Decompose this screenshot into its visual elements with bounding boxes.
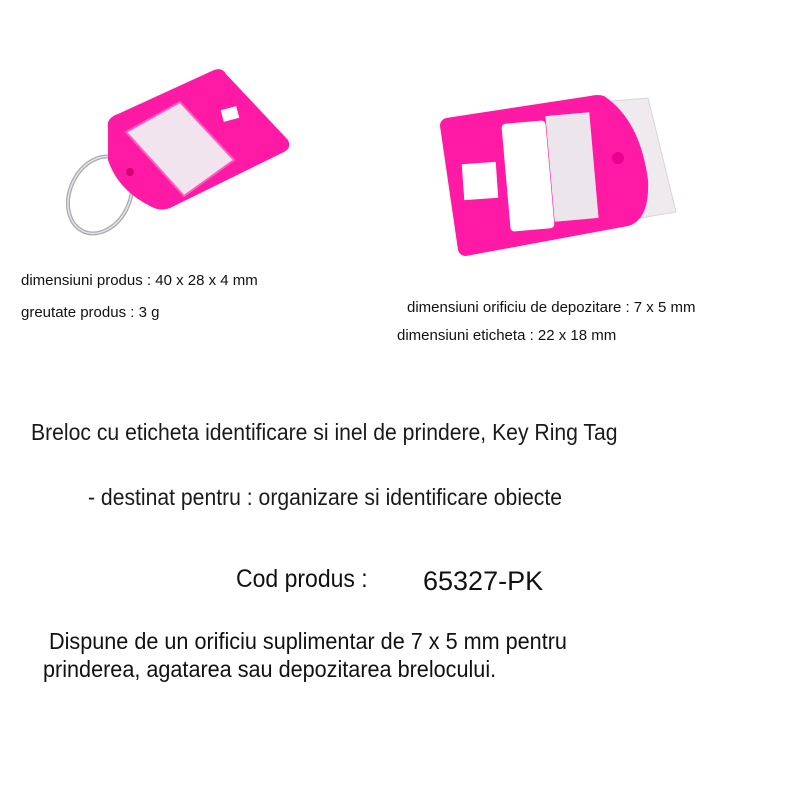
product-purpose: - destinat pentru : organizare si identificare obiecte — [88, 484, 563, 510]
spec-product-weight: greutate produs : 3 g — [21, 304, 160, 321]
product-image-right — [430, 90, 680, 260]
spec-product-dimensions: dimensiuni produs : 40 x 28 x 4 mm — [21, 272, 258, 289]
spec-hole-dimensions: dimensiuni orificiu de depozitare : 7 x 5 mm — [407, 299, 696, 316]
product-description-line1: Dispune de un orificiu suplimentar de 7 x 5 mm pentru — [49, 628, 567, 654]
product-description-line2: prinderea, agatarea sau depozitarea brelocului. — [43, 656, 497, 682]
product-code-label: Cod produs : — [236, 565, 368, 593]
spec-label-dimensions: dimensiuni eticheta : 22 x 18 mm — [397, 327, 617, 344]
product-title: Breloc cu eticheta identificare si inel de prindere, Key Ring Tag — [31, 419, 618, 445]
product-image-left — [60, 60, 300, 250]
product-code-value: 65327-PK — [423, 566, 544, 596]
